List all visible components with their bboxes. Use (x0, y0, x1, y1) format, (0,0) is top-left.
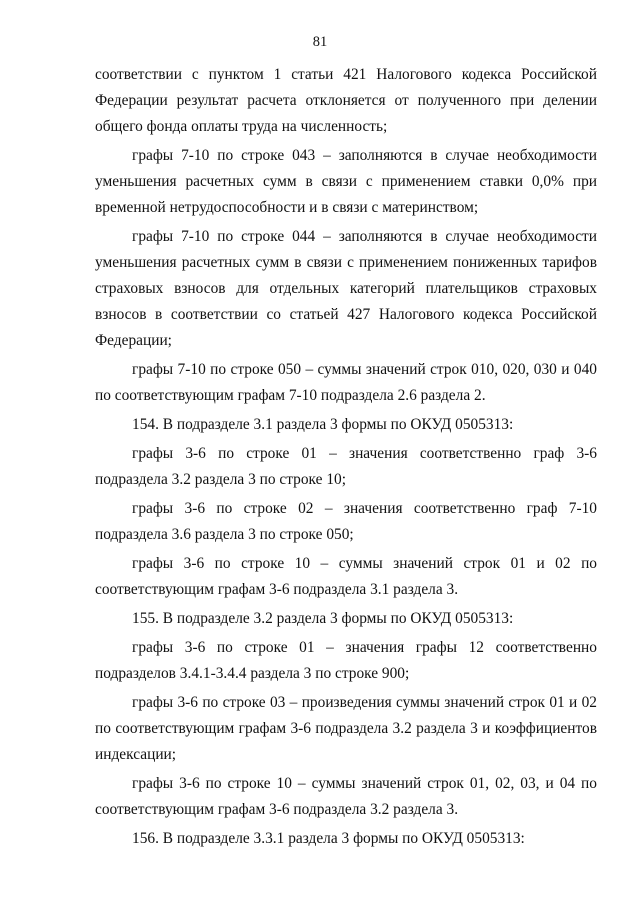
paragraph-line-043: графы 7-10 по строке 043 – заполняются в случае необходимости уменьшения расчетных сумм в связи с применением ставки 0,0% при временной нетрудоспособности и в связи с материнством; (95, 147, 597, 216)
paragraph-line-044: графы 7-10 по строке 044 – заполняются в случае необходимости уменьшения расчетных сумм в связи с применением пониженных тарифов страховых взносов для отдельных категорий плательщиков страховых взносов в соответствии со статьей 427 Налогового кодекса Российской Федерации; (95, 228, 597, 349)
section-154-heading: 154. В подразделе 3.1 раздела 3 формы по ОКУД 0505313: (132, 416, 514, 433)
section-155-heading: 155. В подразделе 3.2 раздела 3 формы по ОКУД 0505313: (132, 610, 514, 627)
paragraph-154-line-02: графы 3-6 по строке 02 – значения соответственно граф 7-10 подраздела 3.6 раздела 3 по строке 050; (95, 500, 597, 543)
section-156-heading: 156. В подразделе 3.3.1 раздела 3 формы по ОКУД 0505313: (132, 830, 525, 847)
document-body (95, 62, 597, 855)
paragraph-155-line-01: графы 3-6 по строке 01 – значения графы 12 соответственно подразделов 3.4.1-3.4.4 раздела 3 по строке 900; (95, 639, 597, 682)
paragraph-154-line-01: графы 3-6 по строке 01 – значения соответственно граф 3-6 подраздела 3.2 раздела 3 по строке 10; (95, 445, 597, 488)
paragraph-continuation: соответствии с пунктом 1 статьи 421 Налогового кодекса Российской Федерации результат расчета отклоняется от полученного при делении общего фонда оплаты труда на численность; (95, 66, 597, 135)
paragraph-154-line-10: графы 3-6 по строке 10 – суммы значений строк 01 и 02 по соответствующим графам 3-6 подраздела 3.1 раздела 3. (95, 555, 597, 598)
page-number: 81 (312, 34, 328, 50)
paragraph-line-050: графы 7-10 по строке 050 – суммы значений строк 010, 020, 030 и 040 по соответствующим графам 7-10 подраздела 2.6 раздела 2. (95, 361, 597, 404)
paragraph-155-line-10: графы 3-6 по строке 10 – суммы значений строк 01, 02, 03, и 04 по соответствующим графам 3-6 подраздела 3.2 раздела 3. (95, 775, 597, 818)
paragraph-155-line-03: графы 3-6 по строке 03 – произведения суммы значений строк 01 и 02 по соответствующим графам 3-6 подраздела 3.2 раздела 3 и коэффициентов индексации; (95, 694, 597, 763)
